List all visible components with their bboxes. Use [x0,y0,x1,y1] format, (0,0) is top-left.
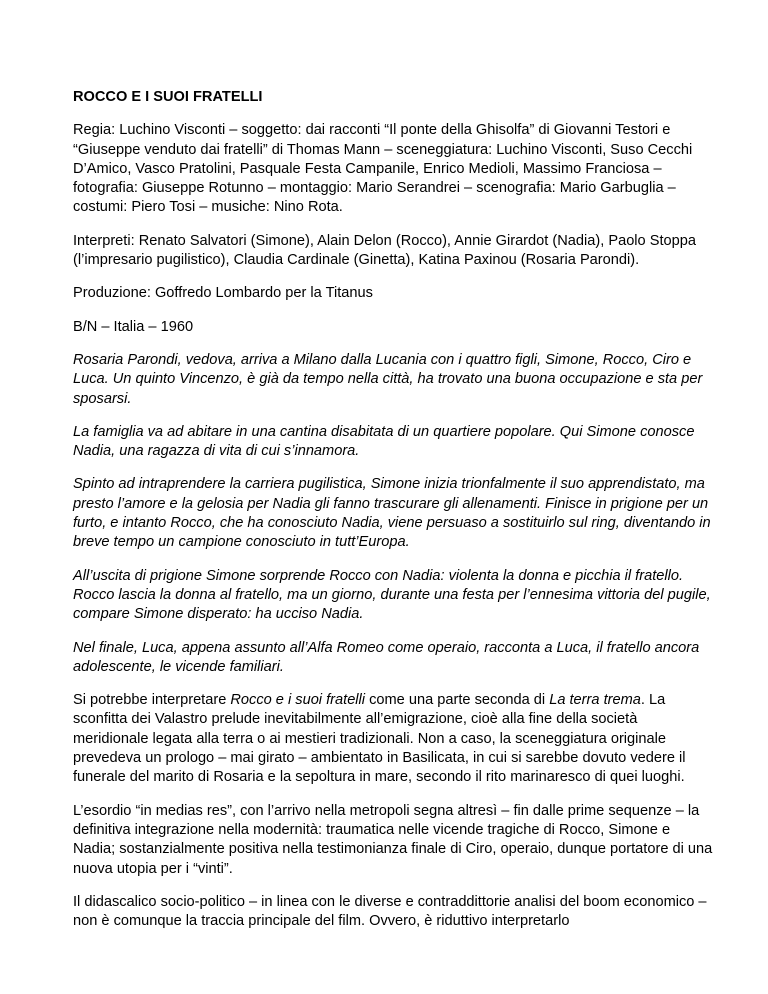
analysis-paragraph [73,691,713,787]
synopsis-paragraph: Rosaria Parondi, vedova, arriva a Milano dalla Lucania con i quattro figli, Simone, Rocco, Ciro e Luca. Un quinto Vincenzo, è già da tempo nella città, ha trovato una buona occupazione e sta per sposarsi. [73,351,703,407]
analysis-paragraph: L’esordio “in medias res”, con l’arrivo nella metropoli segna altresì – fin dalle prime sequenze – la definitiva integrazione nella modernità: traumatica nelle vicende tragiche di Rocco, Simone e Nadia; sostanzialmente positiva nella testimonianza finale di Ciro, operaio, dunque portatore di una nuova utopia per i “vinti”. [73,802,713,877]
synopsis-paragraph: Nel finale, Luca, appena assunto all’Alfa Romeo come operaio, racconta a Luca, il fratello ancora adolescente, le vicende familiari. [73,639,700,675]
cast-paragraph: Interpreti: Renato Salvatori (Simone), Alain Delon (Rocco), Annie Girardot (Nadia), Paolo Stoppa (l’impresario pugilistico), Claudia Cardinale (Ginetta), Katina Paxinou (Rosaria Parondi). [73,232,696,269]
credits-paragraph: Regia: Luchino Visconti – soggetto: dai racconti “Il ponte della Ghisolfa” di Giovanni Testori e “Giuseppe venduto dai fratelli” di Thomas Mann – sceneggiatura: Luchino Visconti, Suso Cecchi D’Amico, Vasco Pratolini, Pasquale Festa Campanile, Enrico Medioli, Massimo Franciosa – fotografia: Giuseppe Rotunno – montaggio: Mario Serandrei – scenografia: Mario Garbuglia – costumi: Piero Tosi – musiche: Nino Rota. [73,122,693,216]
analysis-text: Si potrebbe interpretare [73,692,231,709]
synopsis-paragraph: La famiglia va ad abitare in una cantina disabitata di un quartiere popolare. Qui Simone conosce Nadia, una ragazza di vita di cui s’innamora. [73,423,695,460]
film-title-italic: La terra trema [549,692,641,709]
film-title: ROCCO E I SUOI FRATELLI [73,89,263,105]
analysis-text: come una parte seconda di [365,692,550,709]
info-paragraph: B/N – Italia – 1960 [73,318,194,335]
synopsis-paragraph: Spinto ad intraprendere la carriera pugilistica, Simone inizia trionfalmente il suo apprendistato, ma presto l’amore e la gelosia per Nadia gli fanno trascurare gli allenamenti. Finisce in prigione per un furto, e intanto Rocco, che ha conosciuto Nadia, viene persuaso a sostituirlo sul ring, diventando in breve tempo un campione conosciuto in tutt’Europa. [73,476,711,551]
document-body [73,88,713,945]
film-title-italic: Rocco e i suoi fratelli [230,692,366,709]
analysis-paragraph: Il didascalico socio-politico – in linea con le diverse e contraddittorie analisi del boom economico – non è comunque la traccia principale del film. Ovvero, è riduttivo interpretarlo [73,893,707,930]
production-paragraph: Produzione: Goffredo Lombardo per la Titanus [73,285,373,302]
synopsis-paragraph: All’uscita di prigione Simone sorprende Rocco con Nadia: violenta la donna e picchia il fratello. Rocco lascia la donna al fratello, ma un giorno, durante una festa per l’ennesima vittoria del pugile, compare Simone disperato: ha ucciso Nadia. [73,567,711,623]
analysis-text: . La sconfitta dei Valastro prelude inevitabilmente all’emigrazione, cioè alla fine della società meridionale legata alla terra o ai mestieri tradizionali. Non a caso, la sceneggiatura originale prevedeva un prologo – mai girato – ambientato in Basilicata, in cui si sarebbe dovuto vedere il funerale del marito di Rosaria e la sepoltura in mare, secondo il rito marinaresco di quei luoghi. [73,692,686,786]
